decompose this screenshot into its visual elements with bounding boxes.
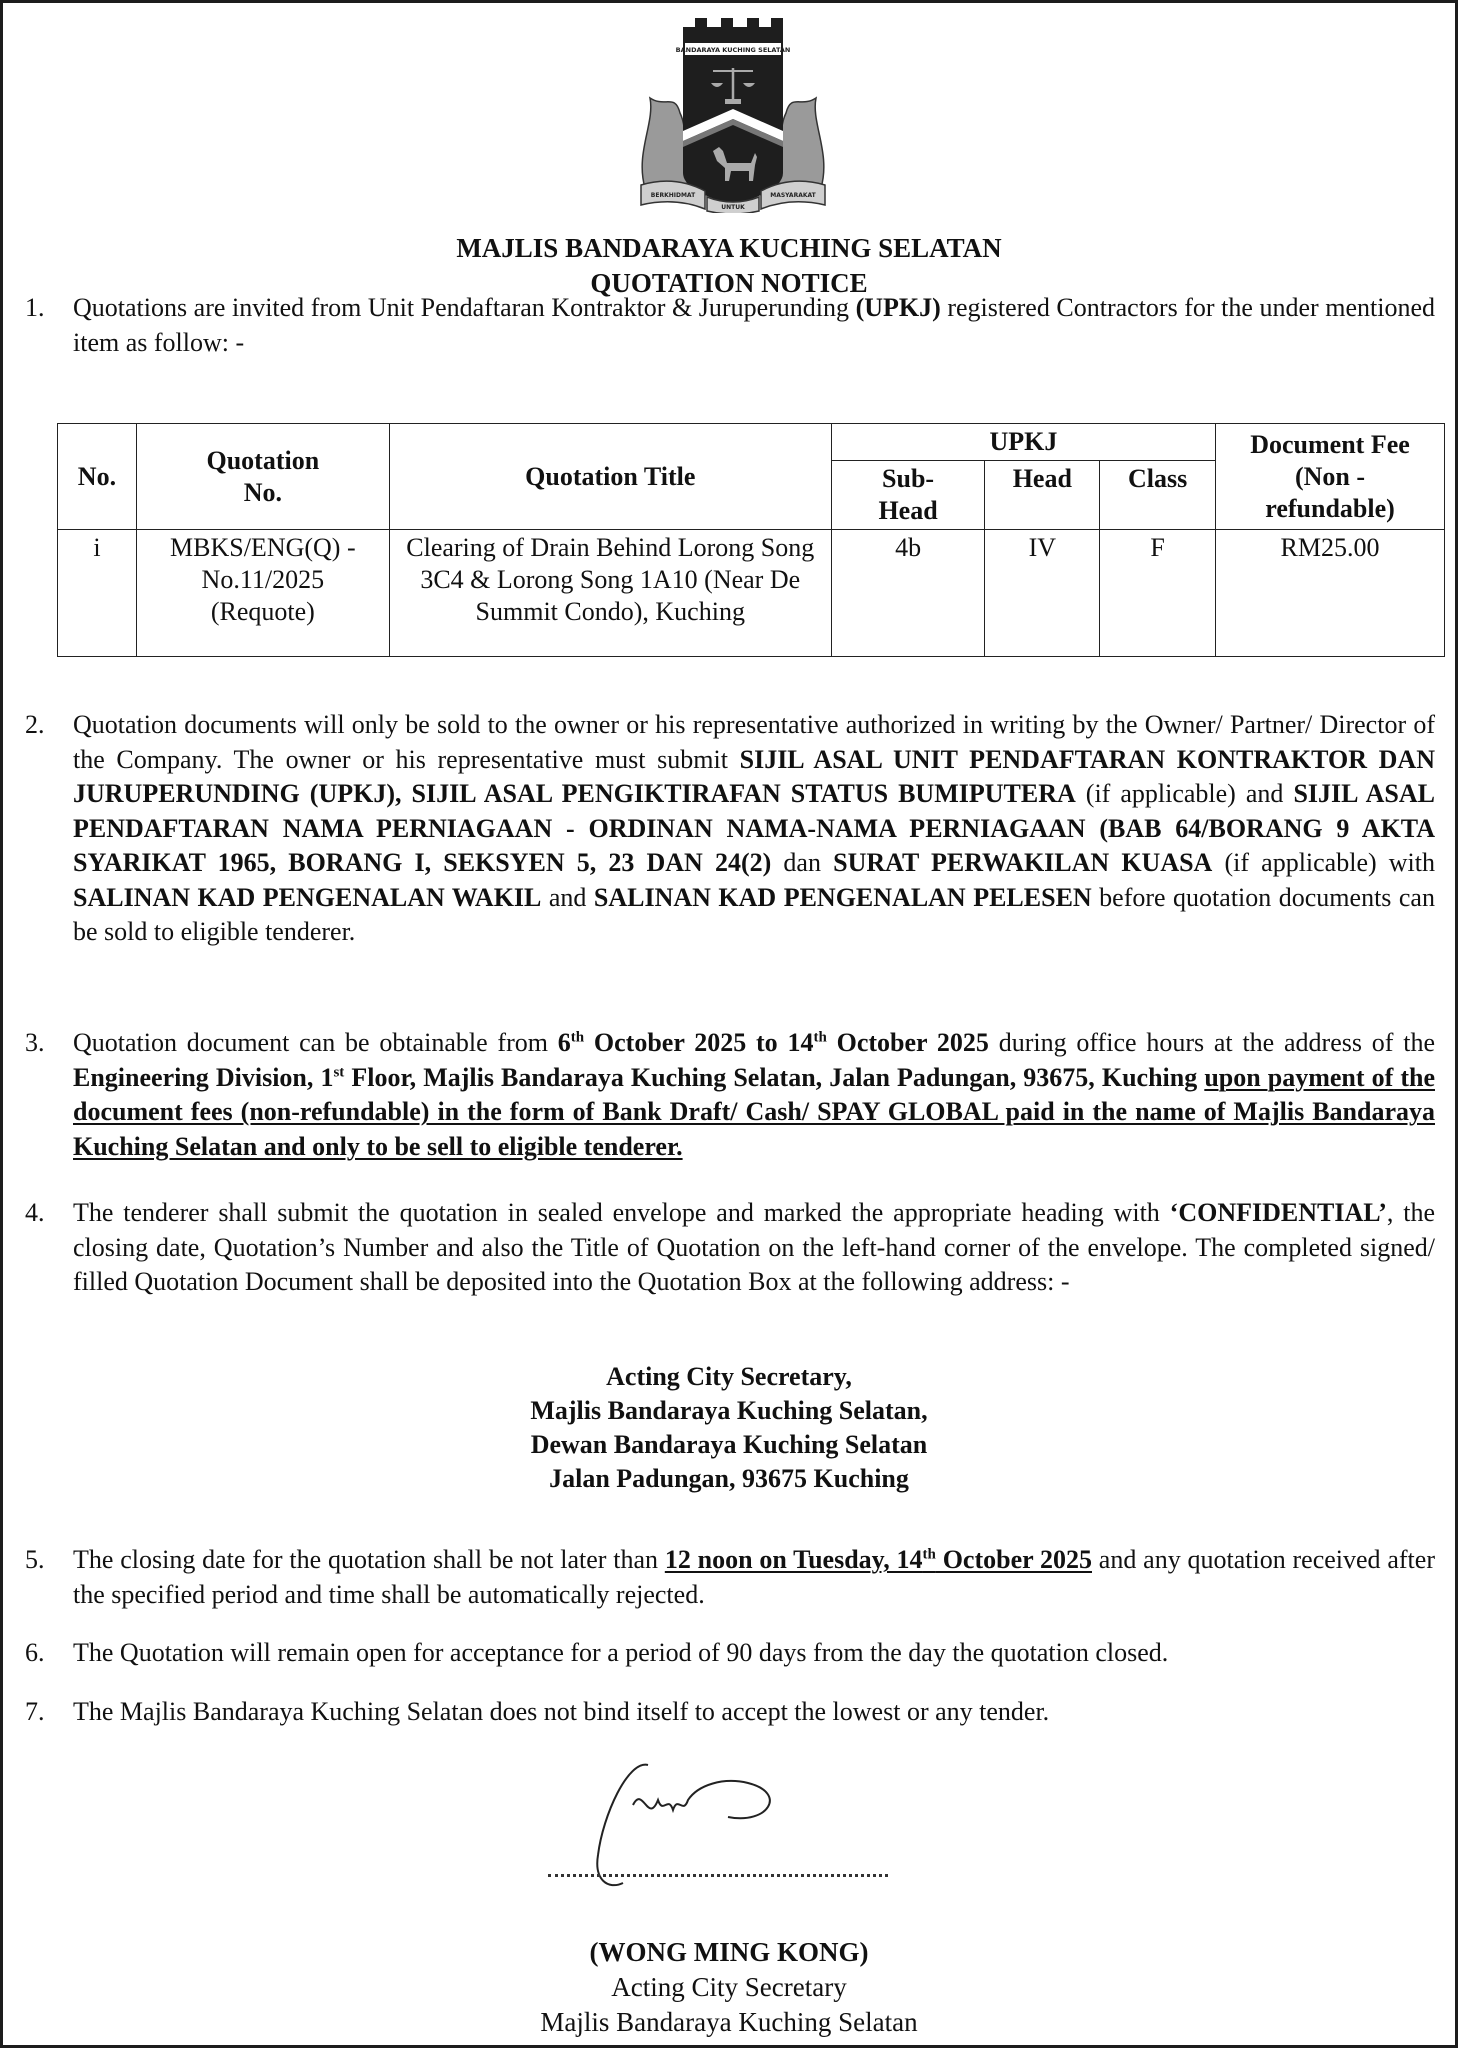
paragraph-number: 4.	[25, 1198, 45, 1227]
address-line: Dewan Bandaraya Kuching Selatan	[530, 1430, 928, 1459]
text: Quotation documents will only be sold to the owner or his representative authorized in writing by the Owner/ Partner/ Director of the Company. The owner or his representative must submit	[73, 710, 1435, 774]
paragraph-number: 3.	[25, 1028, 45, 1057]
paragraph-1	[25, 291, 1435, 360]
paragraph-number: 2.	[25, 710, 45, 739]
text: registered Contractors for the under mentioned item as follow: -	[73, 293, 1435, 357]
cell-head: IV	[985, 530, 1100, 657]
required-document-authorization-letter: SURAT PERWAKILAN KUASA	[833, 848, 1213, 877]
header-document-fee: Document Fee (Non - refundable)	[1216, 424, 1445, 530]
paragraph-number: 7.	[25, 1697, 45, 1726]
header-quotation-title: Quotation Title	[389, 424, 831, 530]
crest-banner-text: BANDARAYA KUCHING SELATAN	[675, 46, 791, 54]
text: The tenderer shall submit the quotation in sealed envelope and marked the appropriate heading with	[73, 1198, 1170, 1227]
text: (if applicable) and	[1075, 779, 1294, 808]
signatory-position: Acting City Secretary	[611, 1972, 847, 2002]
payment-terms: upon payment of the document fees (non-refundable) in the form of Bank Draft/ Cash/ SPAY GLOBAL paid in the name of Majlis Bandaraya Kuching Selatan and only to be sell to eligible tenderer.	[73, 1062, 1435, 1161]
upkj-emphasis: (UPKJ)	[855, 293, 941, 322]
sale-address: Engineering Division, 1st Floor, Majlis Bandaraya Kuching Selatan, Jalan Padungan, 93675, Kuching	[73, 1062, 1198, 1092]
required-document-business-registration: SIJIL ASAL PENDAFTARAN NAMA PERNIAGAAN - ORDINAN NAMA-NAMA PERNIAGAAN (BAB 64/BORANG 9 AKTA SYARIKAT 1965, BORANG I, SEKSYEN 5, 23 DAN 24(2)	[73, 779, 1435, 877]
signatory-name: (WONG MING KONG)	[589, 1937, 869, 1967]
address-line: Jalan Padungan, 93675 Kuching	[549, 1464, 909, 1493]
text: , the closing date, Quotation’s Number and also the Title of Quotation on the left-hand corner of the envelope. The completed signed/ filled Quotation Document shall be deposited into the Quotation Box at the following address: -	[73, 1198, 1435, 1296]
text: during office hours at the address of the	[988, 1028, 1436, 1057]
header-sub-head: Sub-Head	[831, 461, 985, 530]
paragraph-4	[25, 1196, 1435, 1300]
text: and any quotation received after the specified period and time shall be automatically rejected.	[73, 1545, 1435, 1609]
cell-sub-head: 4b	[831, 530, 985, 657]
paragraph-2	[25, 708, 1435, 950]
paragraph-body	[73, 1026, 1435, 1164]
paragraph-body	[73, 291, 1435, 360]
paragraph-body	[73, 1543, 1435, 1612]
paragraph-3	[25, 1026, 1435, 1164]
paragraph-number: 6.	[25, 1638, 45, 1667]
paragraph-body	[73, 708, 1435, 950]
header-no: No.	[58, 424, 137, 530]
notice-title: QUOTATION NOTICE	[590, 268, 868, 298]
signature-line	[548, 1874, 888, 1877]
city-crest-logo	[635, 13, 831, 213]
cell-quotation-title: Clearing of Drain Behind Lorong Song 3C4 & Lorong Song 1A10 (Near De Summit Condo), Kuching	[389, 530, 831, 657]
paragraph-body: The Quotation will remain open for acceptance for a period of 90 days from the day the quotation closed.	[73, 1638, 1169, 1667]
paragraph-number: 5.	[25, 1545, 45, 1574]
header-head: Head	[985, 461, 1100, 530]
text: and	[541, 882, 594, 912]
table-row	[58, 530, 1445, 657]
quotation-table	[57, 423, 1445, 657]
sale-period: 6th October 2025 to 14th October 2025	[557, 1028, 989, 1057]
confidential-marking: ‘CONFIDENTIAL’	[1169, 1198, 1387, 1227]
closing-date: 12 noon on Tuesday, 14th October 2025	[664, 1545, 1092, 1574]
header-upkj: UPKJ	[831, 424, 1215, 461]
signatory-organization: Majlis Bandaraya Kuching Selatan	[540, 2007, 918, 2037]
paragraph-6	[25, 1636, 1435, 1671]
cell-class: F	[1100, 530, 1216, 657]
text: (if applicable) with	[1212, 848, 1435, 877]
header-class: Class	[1100, 461, 1216, 530]
organization-name: MAJLIS BANDARAYA KUCHING SELATAN	[456, 233, 1002, 263]
address-line: Majlis Bandaraya Kuching Selatan,	[530, 1396, 928, 1425]
header-quotation-no: Quotation No.	[136, 424, 389, 530]
paragraph-body: The Majlis Bandaraya Kuching Selatan does not bind itself to accept the lowest or any tender.	[73, 1697, 1050, 1726]
cell-quotation-no: MBKS/ENG(Q) - No.11/2025 (Requote)	[136, 530, 389, 657]
required-document-upkj: SIJIL ASAL UNIT PENDAFTARAN KONTRAKTOR DAN JURUPERUNDING (UPKJ), SIJIL ASAL PENGIKTIRAFAN STATUS BUMIPUTERA	[73, 744, 1435, 808]
crest-motto-center: UNTUK	[721, 204, 745, 211]
address-line: Acting City Secretary,	[606, 1362, 852, 1391]
cell-no: i	[58, 530, 137, 657]
text: Quotation document can be obtainable from	[73, 1028, 558, 1057]
paragraph-body	[73, 1196, 1435, 1300]
submission-address	[3, 1360, 1455, 1496]
paragraph-number: 1.	[25, 293, 45, 322]
text: The closing date for the quotation shall be not later than	[73, 1545, 665, 1574]
text: dan	[771, 848, 834, 877]
text: Quotations are invited from Unit Pendaftaran Kontraktor & Juruperunding	[73, 293, 856, 322]
text: before quotation documents can be sold to eligible tenderer.	[73, 882, 1435, 946]
crest-motto-right: MASYARAKAT	[770, 192, 816, 199]
paragraph-5	[25, 1543, 1435, 1612]
cell-document-fee: RM25.00	[1216, 530, 1445, 657]
required-document-representative-ic: SALINAN KAD PENGENALAN WAKIL	[73, 882, 542, 912]
crest-motto-left: BERKHIDMAT	[650, 192, 696, 199]
required-document-licensee-ic: SALINAN KAD PENGENALAN PELESEN	[593, 882, 1092, 912]
paragraph-7	[25, 1695, 1435, 1730]
signatory-block	[3, 1935, 1455, 2040]
